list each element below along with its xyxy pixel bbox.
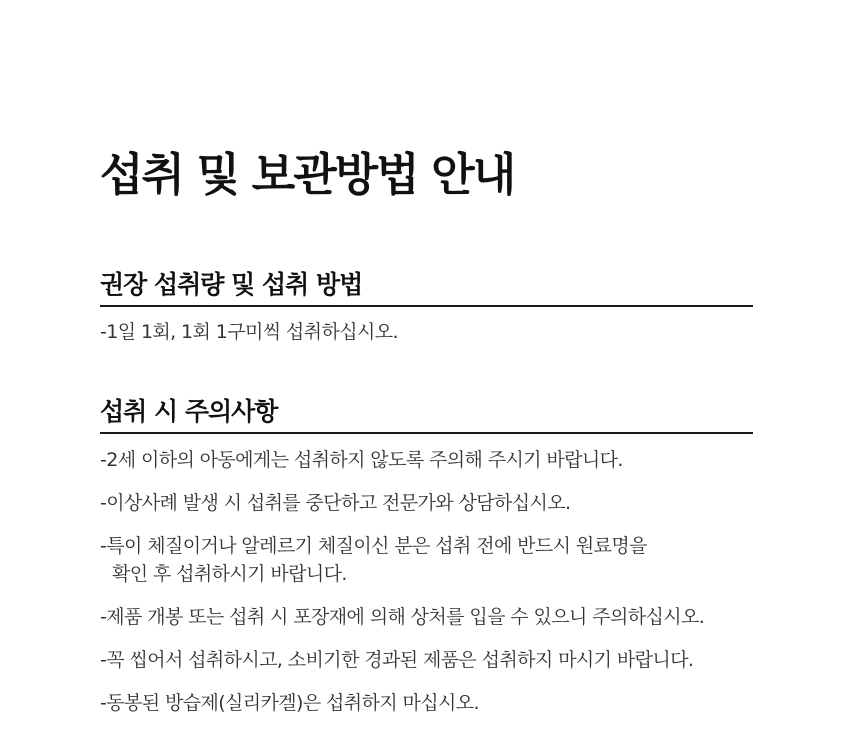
dosage-list — [100, 318, 753, 346]
section-dosage — [100, 267, 753, 346]
section-heading-dosage: 권장 섭취량 및 섭취 방법 — [100, 267, 753, 307]
list-item: -동봉된 방습제(실리카겔)은 섭취하지 마십시오. — [100, 692, 479, 714]
list-item: -이상사례 발생 시 섭취를 중단하고 전문가와 상담하십시오. — [100, 492, 571, 514]
list-item: -제품 개봉 또는 섭취 시 포장재에 의해 상처를 입을 수 있으니 주의하십시오. — [100, 606, 705, 628]
list-item: -1일 1회, 1회 1구미씩 섭취하십시오. — [100, 321, 398, 343]
list-item: -특이 체질이거나 알레르기 체질이신 분은 섭취 전에 반드시 원료명을 확인 후 섭취하시기 바랍니다. — [100, 535, 647, 585]
section-precautions — [100, 394, 753, 717]
list-item: -2세 이하의 아동에게는 섭취하지 않도록 주의해 주시기 바랍니다. — [100, 449, 623, 471]
section-heading-precautions: 섭취 시 주의사항 — [100, 394, 753, 434]
precautions-list — [100, 446, 753, 717]
page-title: 섭취 및 보관방법 안내 — [100, 148, 515, 201]
list-item: -꼭 씹어서 섭취하시고, 소비기한 경과된 제품은 섭취하지 마시기 바랍니다. — [100, 649, 694, 671]
